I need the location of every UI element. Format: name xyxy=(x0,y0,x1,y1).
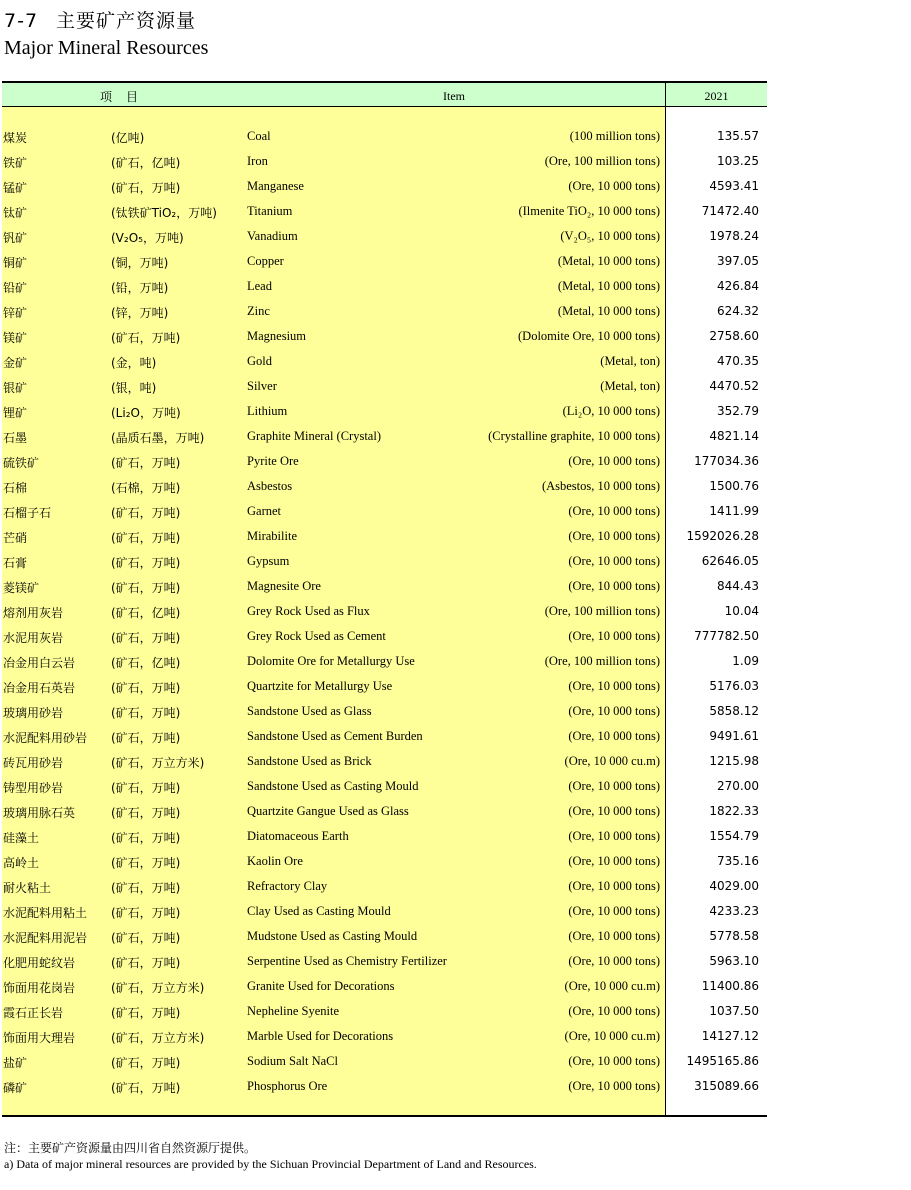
mineral-name-cn: 锂矿 xyxy=(3,406,28,420)
mineral-name-cn: 铁矿 xyxy=(3,156,28,170)
unit-cn: (矿石，万吨) xyxy=(111,881,181,895)
value-2021: 4821.14 xyxy=(709,429,759,443)
mineral-name-en: Pyrite Ore xyxy=(247,454,299,468)
header-item-en: Item xyxy=(443,89,465,103)
table-row xyxy=(2,850,767,875)
table-row xyxy=(2,600,767,625)
note-en: a) Data of major mineral resources are provided by the Sichuan Provincial Department of Land and Resources. xyxy=(4,1157,537,1171)
unit-cn: (矿石，万吨) xyxy=(111,781,181,795)
unit-en: (Ore, 10 000 tons) xyxy=(568,679,660,693)
mineral-name-en: Vanadium xyxy=(247,229,298,243)
table-row xyxy=(2,525,767,550)
unit-cn: (矿石，万吨) xyxy=(111,831,181,845)
mineral-name-cn: 砖瓦用砂岩 xyxy=(3,756,64,770)
unit-en: (Ore, 10 000 tons) xyxy=(568,629,660,643)
table-row xyxy=(2,450,767,475)
unit-en: (Ore, 10 000 tons) xyxy=(568,1054,660,1068)
table-row xyxy=(2,775,767,800)
mineral-name-cn: 盐矿 xyxy=(3,1056,28,1070)
table-row xyxy=(2,650,767,675)
value-2021: 426.84 xyxy=(717,279,759,293)
unit-cn: (矿石，万吨) xyxy=(111,806,181,820)
table-row xyxy=(2,900,767,925)
unit-en: (Ore, 10 000 tons) xyxy=(568,854,660,868)
mineral-name-cn: 饰面用大理岩 xyxy=(3,1031,76,1045)
unit-en: (100 million tons) xyxy=(569,129,660,143)
mineral-name-en: Sandstone Used as Glass xyxy=(247,704,372,718)
mineral-name-en: Diatomaceous Earth xyxy=(247,829,349,843)
mineral-name-en: Magnesite Ore xyxy=(247,579,321,593)
value-2021: 1822.33 xyxy=(709,804,759,818)
mineral-name-cn: 石棉 xyxy=(3,481,28,495)
table-row xyxy=(2,200,767,225)
value-2021: 11400.86 xyxy=(701,979,759,993)
mineral-name-en: Sandstone Used as Casting Mould xyxy=(247,779,419,793)
mineral-name-en: Phosphorus Ore xyxy=(247,1079,328,1093)
unit-en: (Li₂O, 10 000 tons) xyxy=(562,404,660,418)
unit-cn: (钛铁矿TiO₂，万吨) xyxy=(111,206,217,220)
mineral-name-en: Titanium xyxy=(247,204,293,218)
mineral-name-en: Garnet xyxy=(247,504,282,518)
mineral-name-en: Copper xyxy=(247,254,284,268)
unit-cn: (矿石，万吨) xyxy=(111,731,181,745)
unit-cn: (石棉，万吨) xyxy=(111,481,181,495)
table-row xyxy=(2,300,767,325)
unit-en: (Ore, 10 000 tons) xyxy=(568,554,660,568)
mineral-name-cn: 石墨 xyxy=(3,431,28,445)
mineral-name-cn: 饰面用花岗岩 xyxy=(3,981,76,995)
table-row xyxy=(2,625,767,650)
unit-cn: (亿吨) xyxy=(111,131,145,145)
mineral-name-en: Grey Rock Used as Cement xyxy=(247,629,386,643)
value-2021: 1495165.86 xyxy=(686,1054,759,1068)
mineral-name-en: Gold xyxy=(247,354,272,368)
value-2021: 470.35 xyxy=(717,354,759,368)
unit-en: (Metal, ton) xyxy=(600,379,660,393)
unit-cn: (晶质石墨，万吨) xyxy=(111,431,205,445)
table-number: 7-7 xyxy=(4,10,39,32)
value-2021: 1592026.28 xyxy=(686,529,759,543)
mineral-name-en: Marble Used for Decorations xyxy=(247,1029,394,1043)
mineral-name-en: Zinc xyxy=(247,304,270,318)
unit-cn: (矿石，万吨) xyxy=(111,681,181,695)
mineral-name-cn: 熔剂用灰岩 xyxy=(3,606,64,620)
value-2021: 10.04 xyxy=(724,604,759,618)
table-row xyxy=(2,875,767,900)
mineral-name-cn: 水泥配料用砂岩 xyxy=(3,731,88,745)
mineral-name-en: Granite Used for Decorations xyxy=(247,979,395,993)
mineral-name-cn: 锌矿 xyxy=(3,306,28,320)
mineral-name-cn: 芒硝 xyxy=(3,531,28,545)
table-row xyxy=(2,950,767,975)
value-2021: 62646.05 xyxy=(701,554,759,568)
value-2021: 5778.58 xyxy=(709,929,759,943)
table-row xyxy=(2,925,767,950)
unit-en: (Ore, 10 000 tons) xyxy=(568,1079,660,1093)
unit-cn: (矿石，亿吨) xyxy=(111,156,181,170)
mineral-name-cn: 高岭土 xyxy=(3,856,40,870)
table-row xyxy=(2,425,767,450)
unit-cn: (银，吨) xyxy=(111,381,157,395)
mineral-name-cn: 铅矿 xyxy=(3,281,28,295)
mineral-name-en: Manganese xyxy=(247,179,304,193)
mineral-name-en: Quartzite Gangue Used as Glass xyxy=(247,804,409,818)
value-2021: 103.25 xyxy=(717,154,759,168)
value-2021: 1411.99 xyxy=(709,504,759,518)
value-2021: 315089.66 xyxy=(694,1079,759,1093)
mineral-name-en: Lead xyxy=(247,279,272,293)
mineral-name-cn: 锰矿 xyxy=(3,181,28,195)
table-row xyxy=(2,175,767,200)
value-2021: 71472.40 xyxy=(701,204,759,218)
table-row xyxy=(2,400,767,425)
unit-cn: (矿石，万吨) xyxy=(111,1006,181,1020)
table-row xyxy=(2,500,767,525)
mineral-name-cn: 钒矿 xyxy=(3,231,28,245)
header-item-cn: 项目 xyxy=(100,90,153,104)
unit-cn: (矿石，万立方米) xyxy=(111,756,205,770)
unit-en: (Ore, 10 000 tons) xyxy=(568,179,660,193)
table-row xyxy=(2,1000,767,1025)
unit-en: (V₂O₅, 10 000 tons) xyxy=(560,229,660,243)
mineral-name-en: Sandstone Used as Cement Burden xyxy=(247,729,423,743)
unit-cn: (矿石，万立方米) xyxy=(111,1031,205,1045)
unit-en: (Asbestos, 10 000 tons) xyxy=(541,479,660,493)
value-2021: 5858.12 xyxy=(709,704,759,718)
value-2021: 1215.98 xyxy=(709,754,759,768)
mineral-name-cn: 冶金用石英岩 xyxy=(3,681,76,695)
value-2021: 4470.52 xyxy=(709,379,759,393)
table-row xyxy=(2,825,767,850)
mineral-name-en: Grey Rock Used as Flux xyxy=(247,604,370,618)
value-2021: 777782.50 xyxy=(694,629,759,643)
unit-cn: (矿石，万吨) xyxy=(111,581,181,595)
unit-en: (Ore, 10 000 tons) xyxy=(568,704,660,718)
unit-en: (Metal, 10 000 tons) xyxy=(557,304,660,318)
value-2021: 135.57 xyxy=(717,129,759,143)
table-row xyxy=(2,350,767,375)
mineral-name-en: Lithium xyxy=(247,404,288,418)
value-2021: 1978.24 xyxy=(709,229,759,243)
unit-en: (Ore, 10 000 tons) xyxy=(568,579,660,593)
unit-cn: (矿石，万吨) xyxy=(111,531,181,545)
unit-en: (Ore, 10 000 tons) xyxy=(568,729,660,743)
page-title-en: Major Mineral Resources xyxy=(4,37,209,59)
unit-cn: (矿石，万吨) xyxy=(111,1081,181,1095)
table-row xyxy=(2,1075,767,1100)
unit-cn: (矿石，万吨) xyxy=(111,906,181,920)
mineral-name-en: Gypsum xyxy=(247,554,290,568)
page-title-cn xyxy=(4,6,196,33)
unit-en: (Ore, 10 000 cu.m) xyxy=(564,754,660,768)
value-2021: 2758.60 xyxy=(709,329,759,343)
unit-cn: (矿石，万吨) xyxy=(111,631,181,645)
mineral-name-en: Quartzite for Metallurgy Use xyxy=(247,679,393,693)
value-2021: 5176.03 xyxy=(709,679,759,693)
unit-en: (Dolomite Ore, 10 000 tons) xyxy=(518,329,660,343)
unit-cn: (铜，万吨) xyxy=(111,256,169,270)
mineral-name-cn: 玻璃用脉石英 xyxy=(3,806,76,820)
mineral-name-en: Mirabilite xyxy=(247,529,297,543)
unit-en: (Metal, 10 000 tons) xyxy=(557,254,660,268)
value-2021: 735.16 xyxy=(717,854,759,868)
table-bottom-rule xyxy=(2,1115,767,1117)
unit-cn: (V₂O₅，万吨) xyxy=(111,231,184,245)
mineral-name-cn: 水泥用灰岩 xyxy=(3,631,64,645)
value-2021: 4029.00 xyxy=(709,879,759,893)
unit-en: (Ore, 10 000 tons) xyxy=(568,504,660,518)
mineral-name-cn: 菱镁矿 xyxy=(3,581,40,595)
unit-cn: (矿石，万吨) xyxy=(111,506,181,520)
mineral-name-cn: 石膏 xyxy=(3,556,28,570)
unit-cn: (铅，万吨) xyxy=(111,281,169,295)
table-row xyxy=(2,250,767,275)
mineral-name-cn: 铜矿 xyxy=(3,256,28,270)
unit-cn: (矿石，万吨) xyxy=(111,956,181,970)
unit-en: (Ore, 100 million tons) xyxy=(544,654,660,668)
table-row xyxy=(2,225,767,250)
unit-cn: (锌，万吨) xyxy=(111,306,169,320)
value-2021: 177034.36 xyxy=(694,454,759,468)
mineral-name-en: Coal xyxy=(247,129,271,143)
value-2021: 1037.50 xyxy=(709,1004,759,1018)
unit-en: (Ore, 100 million tons) xyxy=(544,604,660,618)
mineral-name-cn: 水泥配料用泥岩 xyxy=(3,931,88,945)
table-row xyxy=(2,325,767,350)
unit-en: (Ore, 10 000 cu.m) xyxy=(564,979,660,993)
mineral-name-cn: 石榴子石 xyxy=(3,506,52,520)
table-row xyxy=(2,375,767,400)
mineral-name-cn: 硅藻土 xyxy=(3,831,40,845)
unit-en: (Metal, 10 000 tons) xyxy=(557,279,660,293)
mineral-name-en: Sodium Salt NaCl xyxy=(247,1054,338,1068)
table-row xyxy=(2,125,767,150)
unit-en: (Ilmenite TiO₂, 10 000 tons) xyxy=(518,204,660,218)
value-2021: 397.05 xyxy=(717,254,759,268)
unit-cn: (Li₂O，万吨) xyxy=(111,406,181,420)
mineral-name-cn: 硫铁矿 xyxy=(3,456,40,470)
mineral-name-cn: 化肥用蛇纹岩 xyxy=(3,956,76,970)
unit-en: (Ore, 10 000 tons) xyxy=(568,879,660,893)
unit-en: (Ore, 10 000 tons) xyxy=(568,779,660,793)
mineral-name-cn: 镁矿 xyxy=(3,331,28,345)
mineral-name-cn: 金矿 xyxy=(3,356,28,370)
resources-table xyxy=(2,81,767,1117)
mineral-name-en: Kaolin Ore xyxy=(247,854,303,868)
mineral-name-en: Graphite Mineral (Crystal) xyxy=(247,429,381,443)
unit-cn: (矿石，万吨) xyxy=(111,856,181,870)
unit-cn: (矿石，亿吨) xyxy=(111,656,181,670)
table-row xyxy=(2,550,767,575)
unit-en: (Metal, ton) xyxy=(600,354,660,368)
mineral-name-en: Silver xyxy=(247,379,277,393)
unit-cn: (矿石，万吨) xyxy=(111,1056,181,1070)
header-year: 2021 xyxy=(704,89,729,103)
mineral-name-en: Dolomite Ore for Metallurgy Use xyxy=(247,654,415,668)
mineral-name-cn: 铸型用砂岩 xyxy=(3,781,64,795)
value-2021: 1500.76 xyxy=(709,479,759,493)
mineral-name-en: Serpentine Used as Chemistry Fertilizer xyxy=(247,954,447,968)
value-2021: 4233.23 xyxy=(709,904,759,918)
table-row xyxy=(2,800,767,825)
table-row xyxy=(2,675,767,700)
unit-cn: (矿石，万吨) xyxy=(111,456,181,470)
unit-cn: (矿石，万吨) xyxy=(111,331,181,345)
mineral-name-cn: 煤炭 xyxy=(3,131,28,145)
unit-cn: (矿石，万吨) xyxy=(111,181,181,195)
unit-cn: (矿石，万吨) xyxy=(111,556,181,570)
unit-cn: (矿石，万立方米) xyxy=(111,981,205,995)
mineral-name-en: Mudstone Used as Casting Mould xyxy=(247,929,418,943)
table-row xyxy=(2,700,767,725)
value-2021: 624.32 xyxy=(717,304,759,318)
table-row xyxy=(2,475,767,500)
value-2021: 352.79 xyxy=(717,404,759,418)
mineral-name-cn: 霞石正长岩 xyxy=(3,1006,64,1020)
unit-en: (Ore, 10 000 tons) xyxy=(568,929,660,943)
table-row xyxy=(2,975,767,1000)
table-row xyxy=(2,1050,767,1075)
mineral-name-en: Iron xyxy=(247,154,268,168)
mineral-name-cn: 水泥配料用粘土 xyxy=(3,906,88,920)
unit-en: (Ore, 10 000 tons) xyxy=(568,829,660,843)
value-2021: 1.09 xyxy=(732,654,759,668)
unit-en: (Ore, 10 000 tons) xyxy=(568,1004,660,1018)
table-row xyxy=(2,150,767,175)
mineral-name-cn: 磷矿 xyxy=(3,1081,28,1095)
unit-en: (Ore, 10 000 tons) xyxy=(568,904,660,918)
table-row xyxy=(2,725,767,750)
mineral-name-en: Magnesium xyxy=(247,329,307,343)
table-row xyxy=(2,1025,767,1050)
unit-cn: (矿石，万吨) xyxy=(111,931,181,945)
note-cn: 注：主要矿产资源量由四川省自然资源厅提供。 xyxy=(4,1141,257,1155)
mineral-name-cn: 冶金用白云岩 xyxy=(3,656,76,670)
mineral-name-cn: 钛矿 xyxy=(3,206,28,220)
unit-cn: (矿石，万吨) xyxy=(111,706,181,720)
unit-en: (Ore, 100 million tons) xyxy=(544,154,660,168)
mineral-name-cn: 银矿 xyxy=(3,381,28,395)
value-2021: 844.43 xyxy=(717,579,759,593)
unit-en: (Ore, 10 000 cu.m) xyxy=(564,1029,660,1043)
table-header xyxy=(2,81,767,107)
unit-en: (Crystalline graphite, 10 000 tons) xyxy=(488,429,660,443)
mineral-name-cn: 玻璃用砂岩 xyxy=(3,706,64,720)
value-2021: 4593.41 xyxy=(709,179,759,193)
mineral-name-en: Asbestos xyxy=(247,479,293,493)
value-2021: 9491.61 xyxy=(709,729,759,743)
unit-cn: (金，吨) xyxy=(111,356,157,370)
unit-en: (Ore, 10 000 tons) xyxy=(568,529,660,543)
unit-en: (Ore, 10 000 tons) xyxy=(568,804,660,818)
mineral-name-en: Clay Used as Casting Mould xyxy=(247,904,391,918)
unit-cn: (矿石，亿吨) xyxy=(111,606,181,620)
value-2021: 14127.12 xyxy=(701,1029,759,1043)
table-row xyxy=(2,750,767,775)
unit-en: (Ore, 10 000 tons) xyxy=(568,454,660,468)
mineral-name-en: Sandstone Used as Brick xyxy=(247,754,372,768)
mineral-name-en: Refractory Clay xyxy=(247,879,328,893)
mineral-name-cn: 耐火粘土 xyxy=(3,881,52,895)
table-row xyxy=(2,275,767,300)
title-cn-text: 主要矿产资源量 xyxy=(56,10,197,32)
value-2021: 270.00 xyxy=(717,779,759,793)
mineral-name-en: Nepheline Syenite xyxy=(247,1004,339,1018)
value-2021: 1554.79 xyxy=(709,829,759,843)
unit-en: (Ore, 10 000 tons) xyxy=(568,954,660,968)
value-2021: 5963.10 xyxy=(709,954,759,968)
table-row xyxy=(2,575,767,600)
